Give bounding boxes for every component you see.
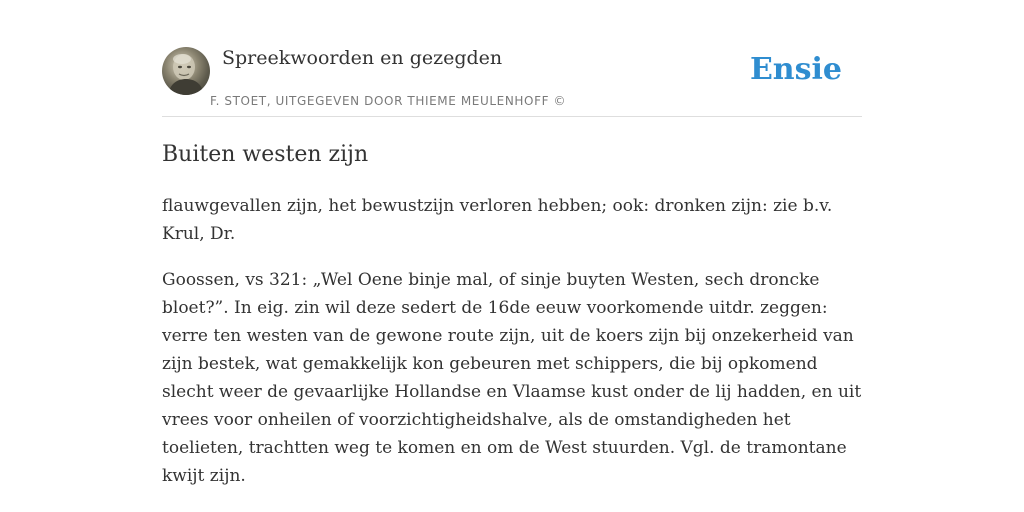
definition-paragraph: flauwgevallen zijn, het bewustzijn verloren hebben; ook: dronken zijn: zie b.v. Krul, Dr. xyxy=(162,196,833,244)
entry-title: Buiten westen zijn xyxy=(162,142,369,167)
entry-body xyxy=(162,192,864,508)
book-title[interactable]: Spreekwoorden en gezegden xyxy=(222,47,503,69)
publisher-credit: F. STOET, UITGEGEVEN DOOR THIEME MEULENHOFF © xyxy=(210,94,567,108)
ensie-logo[interactable]: Ensie xyxy=(749,52,842,87)
explanation-paragraph: Goossen, vs 321: „Wel Oene binje mal, of sinje buyten Westen, sech droncke bloet?”. In eig. zin wil deze sedert de 16de eeuw voorkomende uitdr. zeggen: verre ten westen van de gewone route zijn, uit de koers zijn bij onzekerheid van zijn bestek, wat gemakkelijk kon gebeuren met schippers, die bij opkomend slecht weer de gevaarlijke Hollandse en Vlaamse kust onder de lij hadden, en uit vrees voor onheilen of voorzichtigheidshalve, als de omstandigheden het toelieten, trachtten weg te komen en om de West stuurden. Vgl. de tramontane kwijt zijn. xyxy=(162,270,862,486)
portrait-illustration xyxy=(162,47,210,95)
author-portrait-icon xyxy=(162,47,210,95)
source-header xyxy=(162,44,862,117)
